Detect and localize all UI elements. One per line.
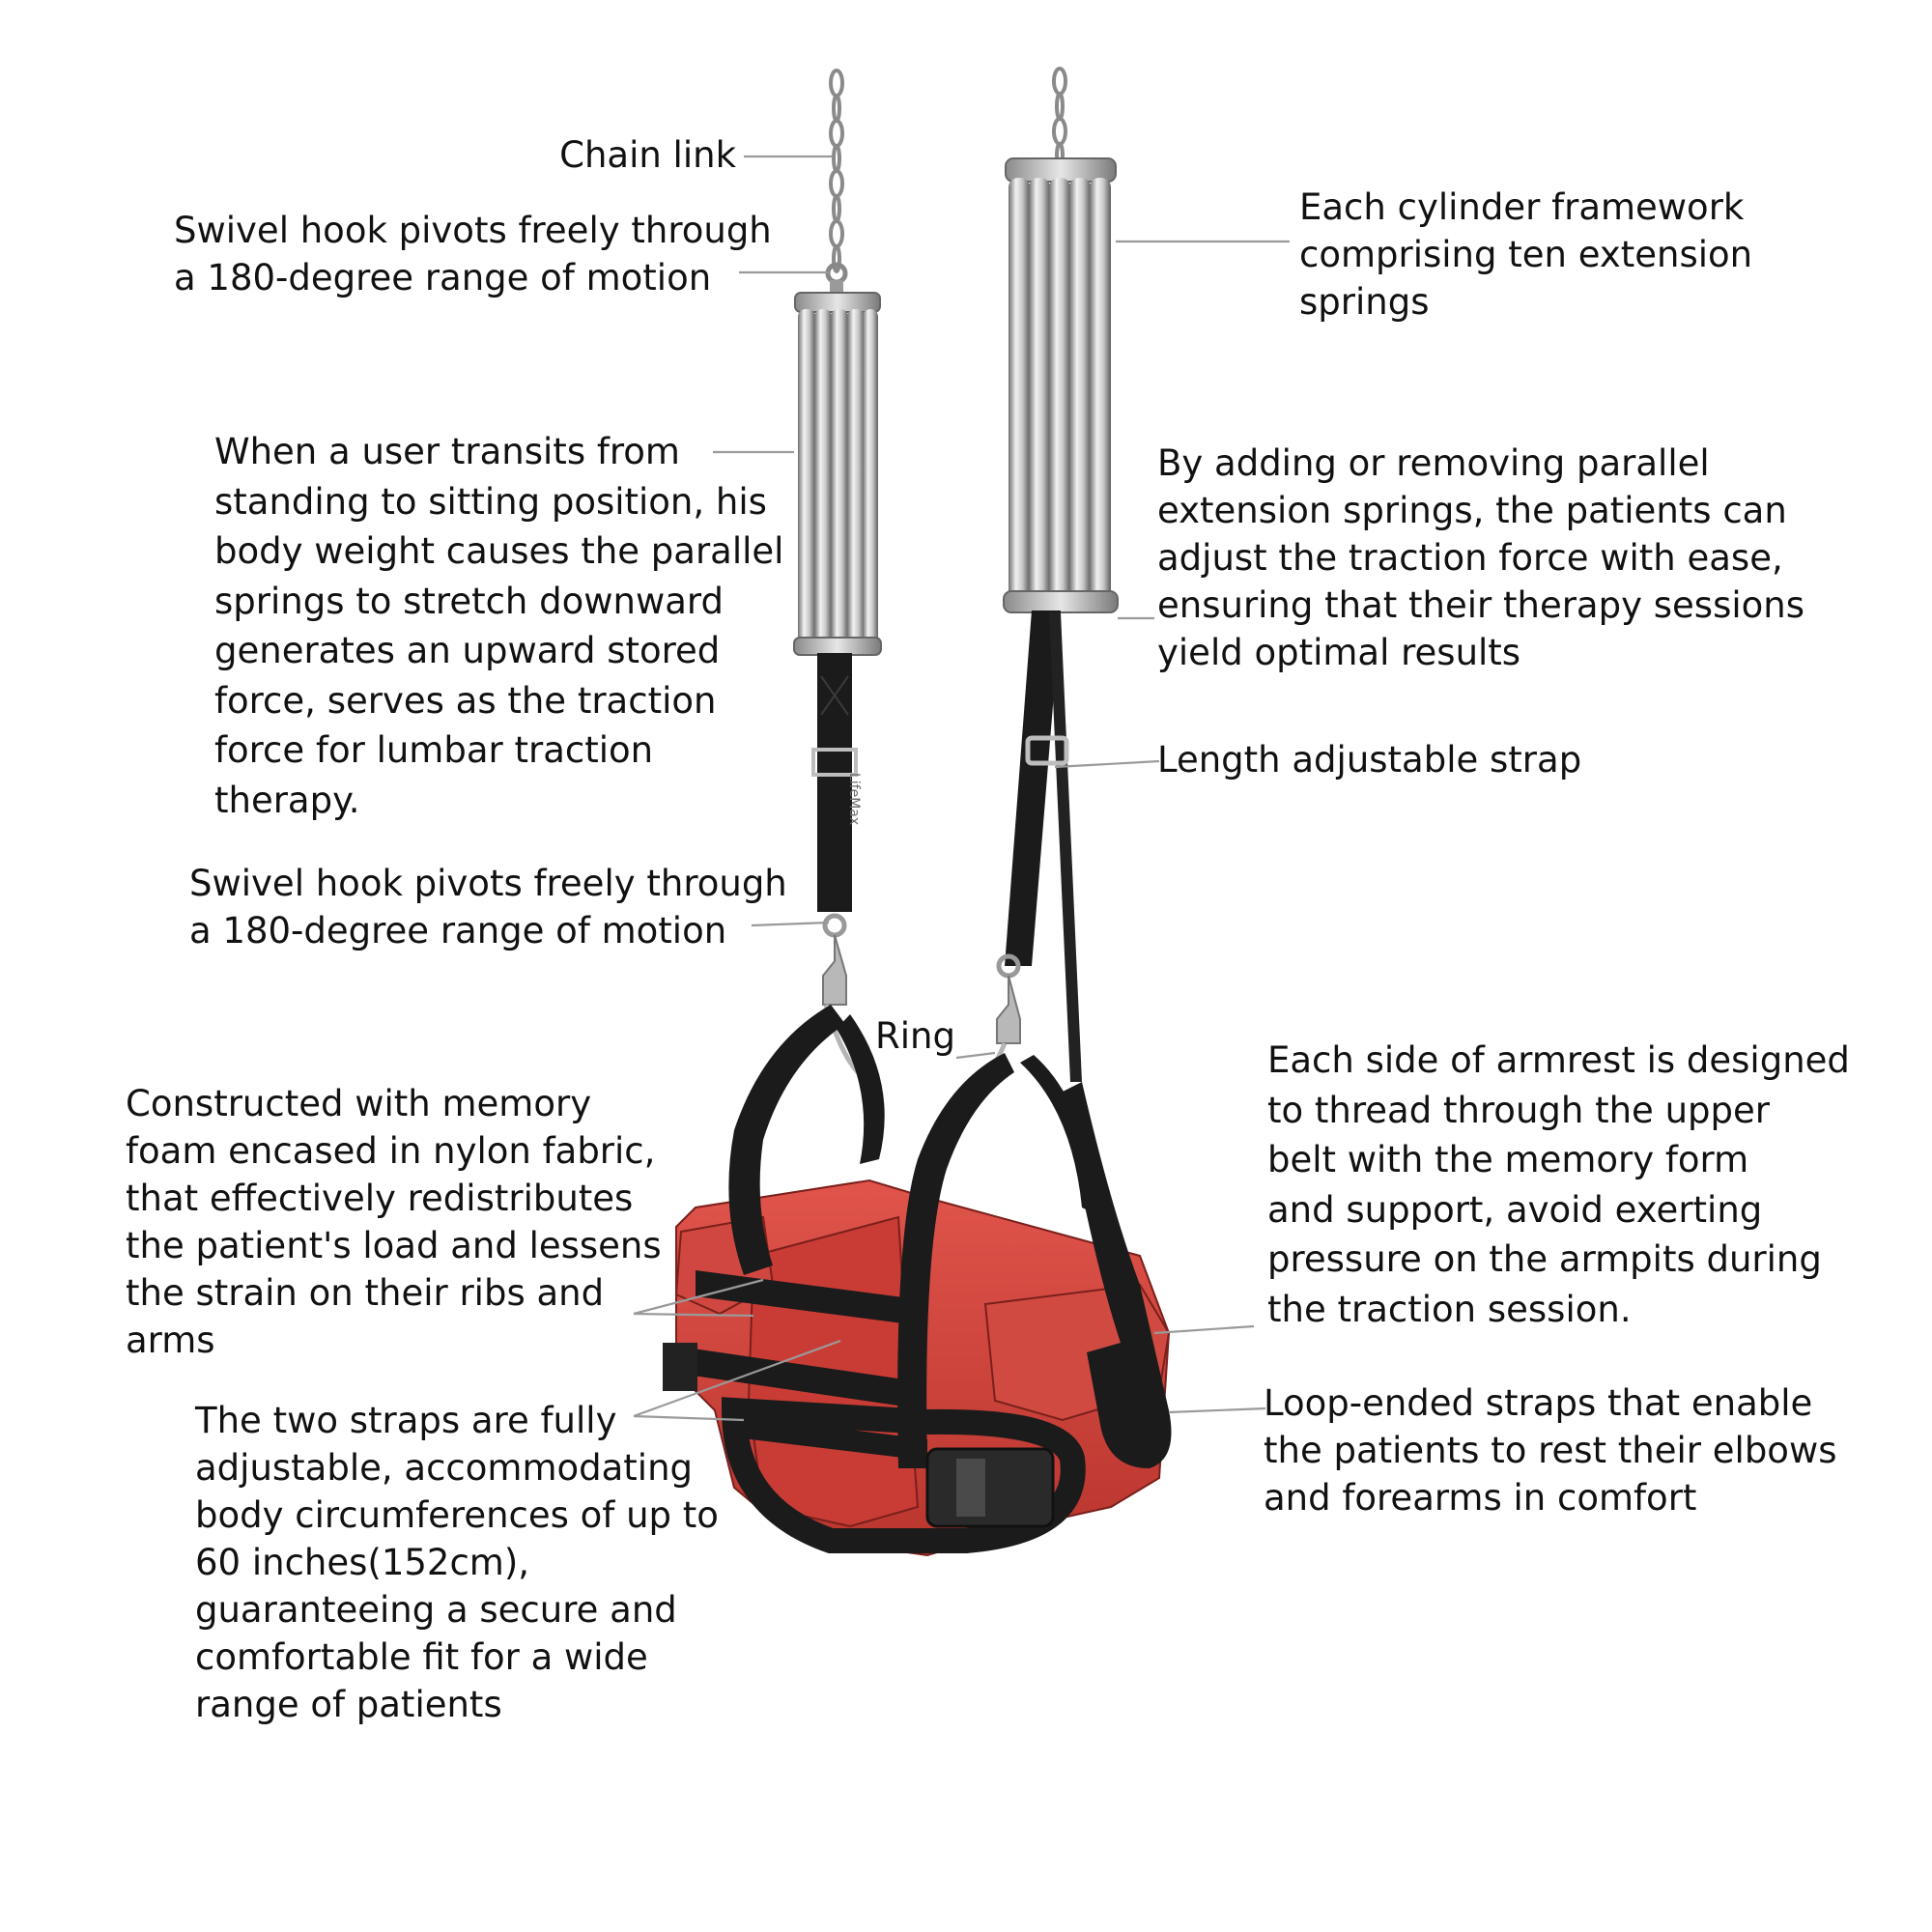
bottom-support-pad <box>927 1449 1053 1526</box>
left-bottom-swivel-hook <box>823 916 846 1005</box>
callout-cylinder-framework: Each cylinder framework comprising ten extension springs <box>1299 186 1753 323</box>
left-upper-strap <box>813 653 856 1005</box>
harness <box>663 1005 1172 1555</box>
callout-swivel-hook-bottom: Swivel hook pivots freely through a 180-degree range of motion <box>189 863 787 952</box>
callout-two-straps: The two straps are fully adjustable, accommodating body circumferences of up to 60 inches(152cm), guaranteeing a secure and comfortable fit for a wide range of patients <box>195 1400 719 1725</box>
callout-loop-straps: Loop-ended straps that enable the patients to rest their elbows and forearms in comfort <box>1264 1382 1837 1519</box>
strap-print: LifeMax <box>846 773 862 826</box>
callout-adjust-springs: By adding or removing parallel extension springs, the patients can adjust the traction force with ease, ensuring that their therapy sessions yield optimal results <box>1157 442 1804 673</box>
callout-memory-foam: Constructed with memory foam encased in nylon fabric, that effectively redistributes the patient's load and lessens the strain on their ribs and arms <box>126 1083 662 1361</box>
right-bottom-swivel-hook <box>997 956 1020 1043</box>
right-spring-cylinder <box>1004 158 1118 612</box>
callout-swivel-hook-top: Swivel hook pivots freely through a 180-degree range of motion <box>174 210 772 298</box>
leader-loop-straps <box>1169 1408 1265 1412</box>
callout-ring: Ring <box>875 1015 955 1057</box>
callout-chain-link: Chain link <box>559 134 736 176</box>
callout-length-strap: Length adjustable strap <box>1157 739 1582 781</box>
leader-ring <box>956 1053 995 1058</box>
leader-length-strap <box>1055 761 1159 767</box>
left-chain <box>831 71 842 271</box>
left-spring-cylinder <box>794 293 881 655</box>
leader-armrest <box>1154 1326 1254 1333</box>
right-chain <box>1054 69 1065 165</box>
callout-user-transit: When a user transits from standing to sitting position, his body weight causes the parallel springs to stretch downward generates an upward stored force, serves as the traction force for lumbar traction therapy. <box>214 431 784 821</box>
callout-armrest: Each side of armrest is designed to thread through the upper belt with the memory form and support, avoid exerting pressure on the armpits during the traction session. <box>1267 1039 1850 1330</box>
right-upper-strap <box>997 611 1082 1082</box>
